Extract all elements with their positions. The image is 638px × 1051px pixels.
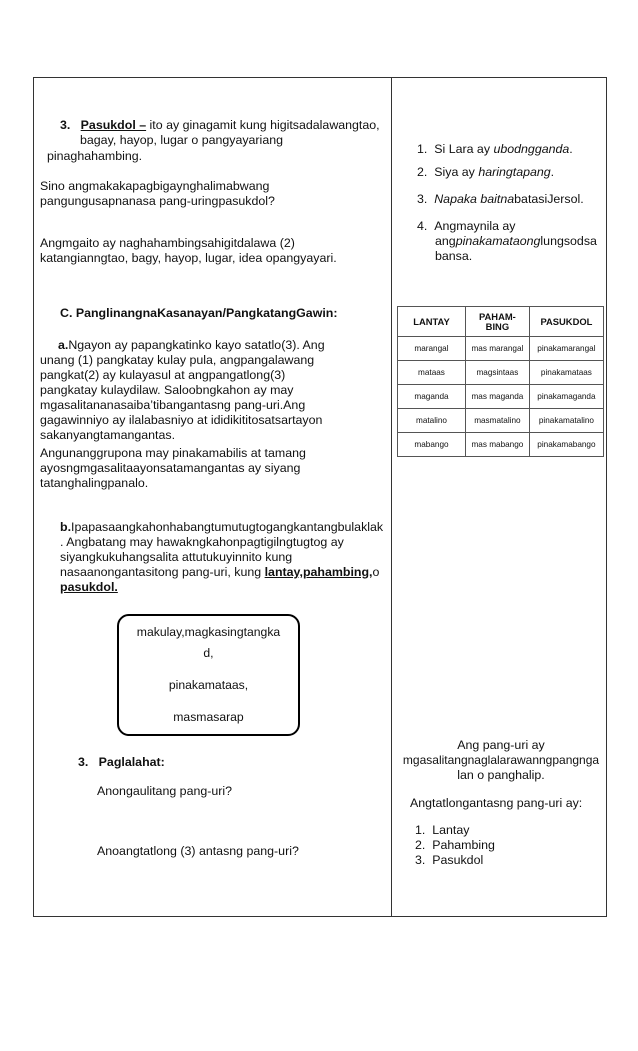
definition-line: Ang pang-uri ay <box>457 738 545 752</box>
item-number: 3. <box>78 755 89 769</box>
rule-line: Angunanggrupona may pinakamabilis at tamang <box>40 446 306 460</box>
box-word: makulay,magkasingtangka <box>136 625 281 639</box>
level-item <box>415 823 495 838</box>
answer-block <box>40 236 385 266</box>
definition-line: lan o panghalip. <box>457 768 545 782</box>
instruction-line: unang (1) pangkatay kulay pula, angpangalawang <box>40 353 315 367</box>
definition-line: ito ay ginagamit kung higitsadalawangtao, <box>146 118 380 132</box>
level-label: Lantay <box>432 823 470 837</box>
level-label: Pasukdol <box>432 853 484 867</box>
table-cell: maganda <box>398 385 466 409</box>
example-text: . <box>569 142 573 156</box>
table-row <box>398 337 604 361</box>
question-block <box>40 179 385 209</box>
levels-title: Angtatlongantasng pang-uri ay: <box>410 796 583 810</box>
table-cell: pinakamatalino <box>529 409 603 433</box>
column-header: PASUKDOL <box>529 307 603 337</box>
table-cell: mabango <box>398 433 466 457</box>
example-continuation <box>435 234 597 249</box>
example-text: Angmaynila ay <box>434 219 516 233</box>
table-cell: matalino <box>398 409 466 433</box>
instruction-line: siyangkukuhangsalita attutukuyinnito kung <box>60 550 293 564</box>
level-item <box>415 853 495 868</box>
adjective-degrees-table <box>397 306 604 457</box>
example-number: 4. <box>417 219 428 233</box>
generalization-question: Anongaulitang pang-uri? <box>97 784 233 798</box>
definition-line: mgasalitangnaglalarawanngpangnga <box>402 753 600 767</box>
levels-emphasis: lantay,pahambing, <box>264 565 373 579</box>
pasukdol-definition <box>60 118 390 148</box>
instruction-line: gagawinniyo ay ilalabasniyo at ididikititosatsartayon <box>40 413 323 427</box>
table-cell: pinakamabango <box>529 433 603 457</box>
group-activity-instructions <box>40 338 385 443</box>
table-cell: marangal <box>398 337 466 361</box>
table-cell: masmatalino <box>465 409 529 433</box>
word-box <box>117 614 300 736</box>
example-continuation: bansa. <box>435 249 473 263</box>
levels-list <box>415 823 495 868</box>
section-c-title: C. PanglinangnaKasanayan/PangkatangGawin: <box>60 306 338 320</box>
instruction-line: o <box>372 565 380 579</box>
table-row <box>398 409 604 433</box>
instruction-line: sakanyangtamangantas. <box>40 428 176 442</box>
instruction-line: Ipapasaangkahonhabangtumutugtogangkantangbulaklak <box>71 520 384 534</box>
example-text: . <box>550 165 555 179</box>
item-label: a. <box>58 338 69 352</box>
table-row <box>398 385 604 409</box>
example-number: 2. <box>417 165 428 179</box>
item-label: b. <box>60 520 72 534</box>
example-italic: ganda <box>534 142 570 156</box>
generalization-question: Anoangtatlong (3) antasng pang-uri? <box>97 844 299 858</box>
example-text: ang <box>435 234 456 248</box>
instruction-line: pangkat(2) ay kulayasul at angpangatlong(3) <box>40 368 286 382</box>
instruction-line: Ngayon ay papangkatinko kayo satatlo(3). Ang <box>68 338 325 352</box>
table-cell: magsintaas <box>465 361 529 385</box>
instruction-line: pangkatay kulaydilaw. Saloobngkahon ay may <box>40 383 294 397</box>
instruction-line: . Angbatang may hawakngkahonpagtigilngtugtog ay <box>60 535 344 549</box>
example-text: Siya ay <box>434 165 479 179</box>
rule-line: ayosngmgasalitaayonsatamangantas ay siyang <box>40 461 301 475</box>
example-item <box>417 192 584 207</box>
level-item <box>415 838 495 853</box>
example-number: 3. <box>417 192 428 206</box>
instruction-line: nasaanongantasitong pang-uri, kung <box>60 565 265 579</box>
winner-rule <box>40 446 385 491</box>
example-item <box>417 219 516 234</box>
example-italic: pinakamataong <box>455 234 541 248</box>
rule-line: tatanghalingpanalo. <box>40 476 149 490</box>
definition-line: bagay, hayop, lugar o pangyayariang <box>80 133 283 147</box>
question-line: pangungusapnanasa pang-uringpasukdol? <box>40 194 275 208</box>
definition-line: pinaghahambing. <box>47 149 143 163</box>
example-italic: Napaka baitna <box>434 192 515 206</box>
table-cell: mataas <box>398 361 466 385</box>
pass-the-box-instructions <box>60 520 395 595</box>
column-header: PAHAM-BING <box>465 307 529 337</box>
instruction-line: mgasalitananasaiba’tibangantasng pang-uri.Ang <box>40 398 306 412</box>
levels-emphasis: pasukdol. <box>60 580 118 594</box>
question-line: Sino angmakakapagbigaynghalimabwang <box>40 179 270 193</box>
table-row <box>398 361 604 385</box>
item-number: 3. <box>60 118 71 132</box>
level-number: 1. <box>415 823 426 837</box>
answer-line: katangianngtao, bagy, hayop, lugar, idea opangyayari. <box>40 251 337 265</box>
example-italic: ubodng <box>493 142 535 156</box>
example-italic: tapang <box>512 165 551 179</box>
table-cell: pinakamarangal <box>529 337 603 361</box>
table-cell: pinakamataas <box>529 361 603 385</box>
table-header-row <box>398 307 604 337</box>
box-word: d, <box>203 646 214 660</box>
column-header: LANTAY <box>398 307 466 337</box>
pasukdol-term: Pasukdol – <box>80 118 147 132</box>
box-word: masmasarap <box>173 710 244 724</box>
level-number: 3. <box>415 853 426 867</box>
example-text: Si Lara ay <box>434 142 494 156</box>
table-row <box>398 433 604 457</box>
table-cell: pinakamaganda <box>529 385 603 409</box>
box-word: pinakamataas, <box>168 678 249 692</box>
adjective-definition <box>395 738 607 783</box>
example-text: batasiJersol. <box>514 192 584 206</box>
example-item <box>417 165 554 180</box>
example-text: lungsodsa <box>540 234 597 248</box>
example-italic: haring <box>478 165 513 179</box>
level-label: Pahambing <box>432 838 495 852</box>
answer-line: Angmgaito ay naghahambingsahigitdalawa (2) <box>40 236 295 250</box>
level-number: 2. <box>415 838 426 852</box>
column-divider <box>391 77 392 917</box>
generalization-title: Paglalahat: <box>98 755 165 769</box>
table-cell: mas mabango <box>465 433 529 457</box>
example-number: 1. <box>417 142 428 156</box>
example-item <box>417 142 573 157</box>
table-cell: mas marangal <box>465 337 529 361</box>
generalization-heading <box>78 755 165 770</box>
table-cell: mas maganda <box>465 385 529 409</box>
